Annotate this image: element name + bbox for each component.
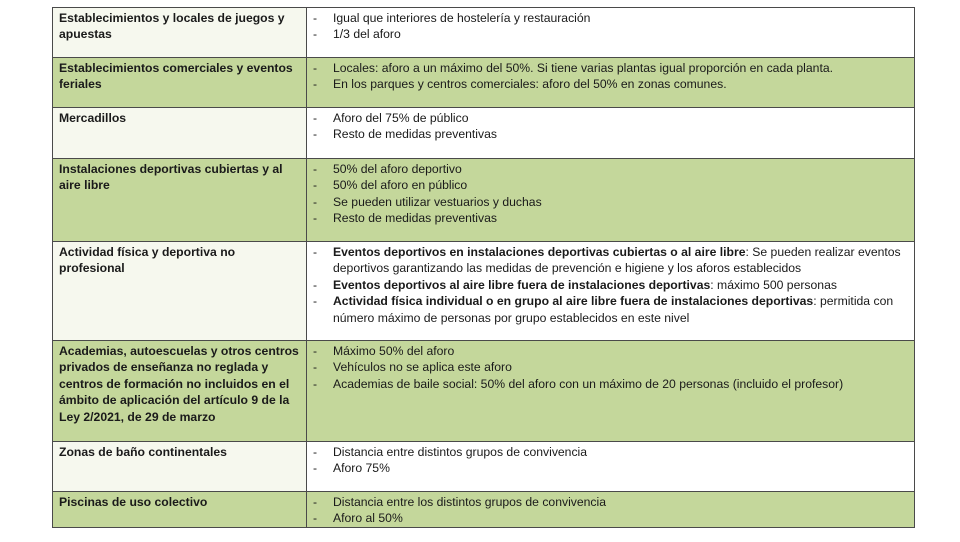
list-item: - Igual que interiores de hostelería y restauración: [313, 10, 909, 26]
table-row: [53, 242, 915, 341]
table-row: [53, 58, 915, 108]
item-text: : permitida con número máximo de personas por grupo establecidos en este nivel: [333, 294, 894, 325]
item-list: [313, 110, 909, 143]
item-list: [313, 244, 909, 326]
row-details: [307, 8, 915, 58]
list-item: - Aforo 75%: [313, 460, 909, 476]
item-heading: Actividad física individual o en grupo al aire libre fuera de instalaciones deportivas: [333, 294, 814, 309]
table-row: [53, 108, 915, 159]
list-item: - Se pueden utilizar vestuarios y duchas: [313, 194, 909, 210]
list-item: - Academias de baile social: 50% del aforo con un máximo de 20 personas (incluido el profesor): [313, 376, 909, 392]
list-item: - En los parques y centros comerciales: aforo del 50% en zonas comunes.: [313, 76, 909, 92]
item-list: [313, 444, 909, 477]
list-item: - Resto de medidas preventivas: [313, 126, 909, 142]
table-row: [53, 442, 915, 492]
list-item: - Aforo al 50%: [313, 510, 909, 526]
list-item: - Distancia entre distintos grupos de convivencia: [313, 444, 909, 460]
row-details: [307, 442, 915, 492]
row-label: Zonas de baño continentales: [53, 442, 307, 492]
row-label: Actividad física y deportiva no profesional: [53, 242, 307, 341]
row-label: Establecimientos comerciales y eventos feriales: [53, 58, 307, 108]
row-label: Academias, autoescuelas y otros centros privados de enseñanza no reglada y centros de formación no incluidos en el ámbito de aplicación del artículo 9 de la Ley 2/2021, de 29 de marzo: [53, 341, 307, 442]
row-label: Establecimientos y locales de juegos y apuestas: [53, 8, 307, 58]
list-item: - Resto de medidas preventivas: [313, 210, 909, 226]
row-label: Instalaciones deportivas cubiertas y al aire libre: [53, 159, 307, 242]
item-list: [313, 161, 909, 227]
item-heading: Eventos deportivos en instalaciones deportivas cubiertas o al aire libre: [333, 245, 746, 259]
item-list: [313, 494, 909, 527]
list-item: [313, 293, 909, 326]
item-text: : Se pueden realizar eventos deportivos garantizando las medidas de prevención e higiene y los aforos establecidos: [333, 245, 901, 276]
row-details: [307, 341, 915, 442]
table-row: [53, 341, 915, 442]
list-item: - 50% del aforo deportivo: [313, 161, 909, 177]
row-details: [307, 159, 915, 242]
list-item: - Vehículos no se aplica este aforo: [313, 359, 909, 375]
row-details: [307, 108, 915, 159]
item-heading: Eventos deportivos al aire libre fuera de instalaciones deportivas: [333, 277, 711, 292]
list-item: - 1/3 del aforo: [313, 26, 909, 42]
row-details: [307, 242, 915, 341]
list-item: [313, 244, 909, 277]
list-item: - Distancia entre los distintos grupos de convivencia: [313, 494, 909, 510]
row-label: Mercadillos: [53, 108, 307, 159]
list-item: - Locales: aforo a un máximo del 50%. Si tiene varias plantas igual proporción en cada planta.: [313, 60, 909, 76]
table-row: [53, 492, 915, 528]
row-details: [307, 58, 915, 108]
item-text: : máximo 500 personas: [710, 277, 837, 292]
row-label: Piscinas de uso colectivo: [53, 492, 307, 528]
list-item: - 50% del aforo en público: [313, 177, 909, 193]
list-item: [313, 277, 909, 293]
table-row: [53, 159, 915, 242]
list-item: - Máximo 50% del aforo: [313, 343, 909, 359]
row-details: [307, 492, 915, 528]
item-list: [313, 60, 909, 93]
measures-table: [52, 7, 915, 528]
item-list: [313, 343, 909, 392]
table-row: [53, 8, 915, 58]
list-item: - Aforo del 75% de público: [313, 110, 909, 126]
item-list: [313, 10, 909, 43]
